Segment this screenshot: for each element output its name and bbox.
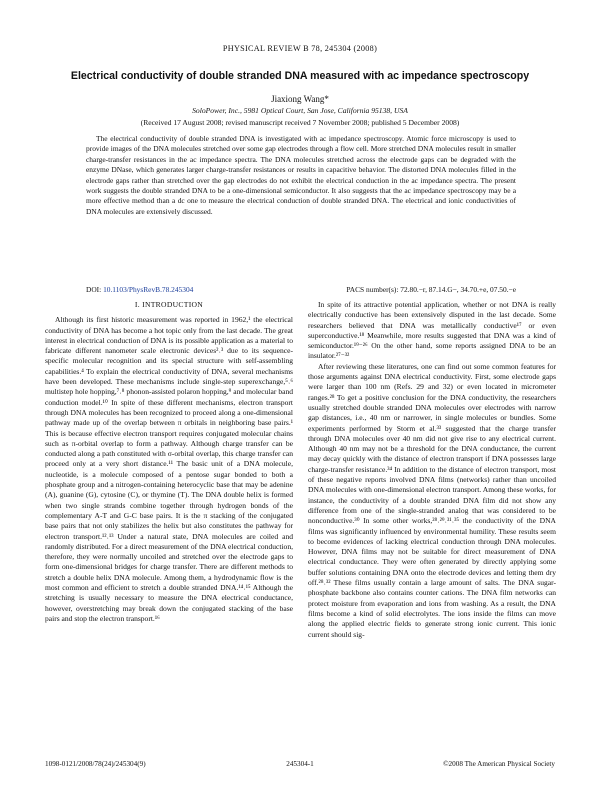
section-heading-introduction: I. INTRODUCTION: [134, 300, 204, 309]
right-column: [308, 300, 556, 640]
footer-issn: 1098-0121/2008/78(24)/245304(9): [45, 760, 146, 768]
footer-copyright: ©2008 The American Physical Society: [443, 760, 555, 768]
doi-label: DOI:: [86, 285, 102, 294]
author-affiliation: SoloPower, Inc., 5981 Optical Court, San Jose, California 95138, USA: [192, 106, 408, 115]
paragraph: In spite of its attractive potential application, whether or not DNA is really electrically conductive has been extensively disputed in the last decade. Some researchers believed that DNA was metallically conductive¹⁷ or even superconductive.¹⁸ Meanwhile, more results suggested that DNA was a kind of semiconductor.¹⁹⁻²⁶ On the other hand, some reports assigned DNA to be an insulator.²⁷⁻³²: [308, 300, 556, 361]
paragraph: After reviewing these literatures, one can find out some common features for those arguments against DNA electrical conductivity. First, some electrode gaps were larger than 100 nm (Refs. 29 and 32) or even located in micrometer ranges.²⁸ To get a positive conclusion for the DNA conductivity, the researchers usually stretched double stranded DNA molecules over electrodes with narrow gap distances, i.e., 40 nm or narrower, in single molecules or bundles. Some experiments performed by Storm et al.³³ suggested that the charge transfer through DNA molecules over 40 nm did not give rise to any electrical current. Although 40 nm may not be a threshold for the DNA conductance, the current may decay quickly with the distance of electron transport if DNA possesses large charge-transfer resistance.³⁴ In addition to the distance of electron transport, most of these negative reports involved DNA films (networks) rather than uncoiled DNA molecules with one-dimensional electron transport. Among these works, for instance, the conductivity of a double stranded DNA film did not show any difference from one of the single-stranded analog that was considered to be nonconductive.³⁰ In some other works,²⁸˒²⁹˒³¹˒³⁵ the conductivity of the DNA films was significantly influenced by environmental humility. These results seem to become evidences of lacking electrical conduction through DNA molecules. However, DNA films may not be suitable for direct measurement of DNA electrical conductance. They were often generated by directly applying some buffer solutions containing DNA onto the electrode devices and letting them dry off.²⁸˒³² These films usually contain a large amount of salts. The DNA sugar-phosphate backbone also contains counter cations. The DNA film networks can protect moisture from evaporation and ions from washing. As a result, the DNA films become a kind of solid electrolytes. The ions inside the films can move along the applied electric fields to generate strong ionic current. This ionic current should sig-: [308, 361, 556, 639]
abstract: The electrical conductivity of double stranded DNA is investigated with ac impedance spectroscopy. Atomic force microscopy is used to provide images of the DNA molecules stretched over some gap electrodes through a flow cell. More stretched DNA molecules result in smaller charge-transfer resistances in the ac impedance spectra. The DNA molecules stretched across the electrode gaps can be degraded with the enzyme DNase, which generates larger charge-transfer resistances or results in capacitive behavior. The distorted DNA molecules filled in the electrode gaps rather than stretched over the gap electrodes do not exhibit the electrical conduction in the ac impedance spectra. The present work suggests the double stranded DNA to be a one-dimensional semiconductor. It also suggests that the ac impedance spectroscopy may be a more effective method than a dc one to measure the electrical conduction of double stranded DNA. The electrical and ionic conductivities of DNA molecules are extensively discussed.: [86, 134, 516, 216]
author-name: Jiaxiong Wang*: [271, 94, 329, 104]
received-dates: (Received 17 August 2008; revised manuscript received 7 November 2008; published 5 December 2008): [140, 118, 460, 127]
paper-title: Electrical conductivity of double stranded DNA measured with ac impedance spectroscopy: [70, 70, 530, 82]
doi-pacs-line: [86, 285, 516, 294]
paragraph: Although its first historic measurement was reported in 1962,¹ the electrical conductivity of DNA has become a hot topic only from the last decade. The great interest in electrical conduction of DNA is its possible application as a material to fabricate different nanometer scale electronic devices²˒³ due to its sequence-specific molecular recognition and its special structure with self-assembling capabilities.⁴ To explain the electrical conductivity of DNA, several mechanisms have been developed. These mechanisms include single-step superexchange,⁵˒⁶ multistep hole hopping,⁷˒⁸ phonon-assisted polaron hopping,⁹ and molecular band conduction model.¹⁰ In spite of these different mechanisms, electron transport through DNA molecules has been recognized to proceed along a one-dimensional pathway made up of the overlap between π orbitals in neighboring base pairs.¹ This is because effective electron transport requires conjugated molecular chains such as π-orbital overlap to form a pathway. Although charge transfer can be conducted along a path constituted with σ-orbital overlap, this charge transfer can proceed only at a very short distance.¹¹ The basic unit of a DNA molecule, nucleotide, is a molecule composed of a pentose sugar bonded to both a phosphate group and a nitrogen-containing heterocyclic base that may be adenine (A), guanine (G), cytosine (C), or thymine (T). The DNA double helix is formed when two single strands combine together through hydrogen bonds of the complementary A-T and G-C base pairs. It is the π stacking of the conjugated base pairs that not only stabilizes the helix but also constitutes the pathway for electron transport.¹²˒¹³ Under a natural state, DNA molecules are coiled and randomly distributed. For a direct measurement of the DNA electrical conduction, therefore, they were normally uncoiled and stretched over the electrode gaps to form one-dimensional bridges for charge transfer. There are different methods to stretch a double helix DNA molecule. Among them, a hydrodynamic flow is the most common and efficient to stretch a double stranded DNA.¹⁴˒¹⁵ Although the stretching is usually necessary to measure the DNA electrical conductance, however, overstretching may break down the conjugated stacking of the base pairs and stop the electron transport.¹⁶: [45, 315, 293, 623]
doi-link[interactable]: 10.1103/PhysRevB.78.245304: [103, 285, 194, 294]
running-head: PHYSICAL REVIEW B 78, 245304 (2008): [222, 44, 378, 53]
footer-page-number: 245304-1: [286, 760, 314, 768]
pacs-numbers: PACS number(s): 72.80.−r, 87.14.G−, 34.70.+e, 07.50.−e: [346, 285, 516, 294]
left-column: [45, 300, 293, 624]
